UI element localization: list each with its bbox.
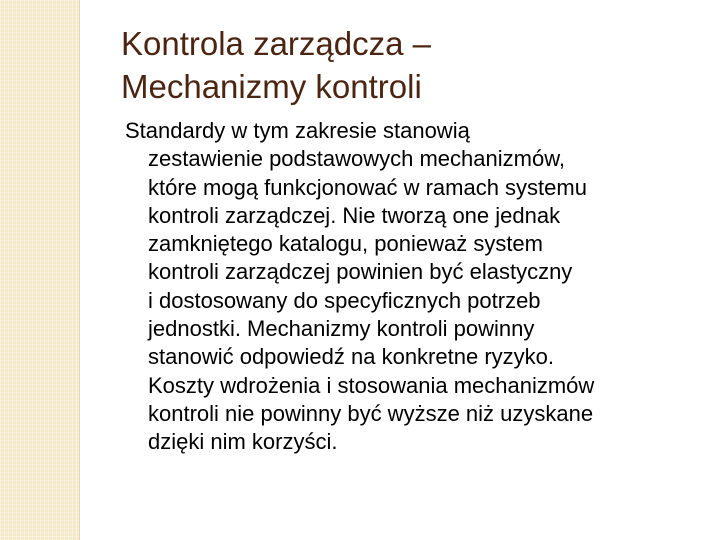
slide-title-line: Mechanizmy kontroli xyxy=(121,68,422,105)
slide-title-line: Kontrola zarządcza – xyxy=(121,25,432,62)
body-line: Standardy w tym zakresie stanowią xyxy=(125,118,470,143)
side-band-divider xyxy=(79,0,80,540)
decorative-side-band xyxy=(0,0,79,540)
body-line: i dostosowany do specyficznych potrzeb xyxy=(148,287,541,313)
body-line: jednostki. Mechanizmy kontroli powinny xyxy=(148,316,535,342)
slide-title xyxy=(121,22,701,108)
body-line: kontroli zarządczej. Nie tworzą one jednak xyxy=(148,202,561,228)
body-line: zestawienie podstawowych mechanizmów, xyxy=(148,146,565,172)
body-line: zamkniętego katalogu, ponieważ system xyxy=(148,231,543,257)
body-line: które mogą funkcjonować w ramach systemu xyxy=(148,174,587,200)
body-line: kontroli zarządczej powinien być elastyczny xyxy=(148,259,573,285)
body-line: Koszty wdrożenia i stosowania mechanizmów xyxy=(148,372,595,398)
body-line: kontroli nie powinny być wyższe niż uzyskane xyxy=(148,400,594,426)
body-line: stanowić odpowiedź na konkretne ryzyko. xyxy=(148,344,554,370)
body-line: dzięki nim korzyści. xyxy=(148,429,338,455)
slide-body-paragraph xyxy=(125,117,710,457)
